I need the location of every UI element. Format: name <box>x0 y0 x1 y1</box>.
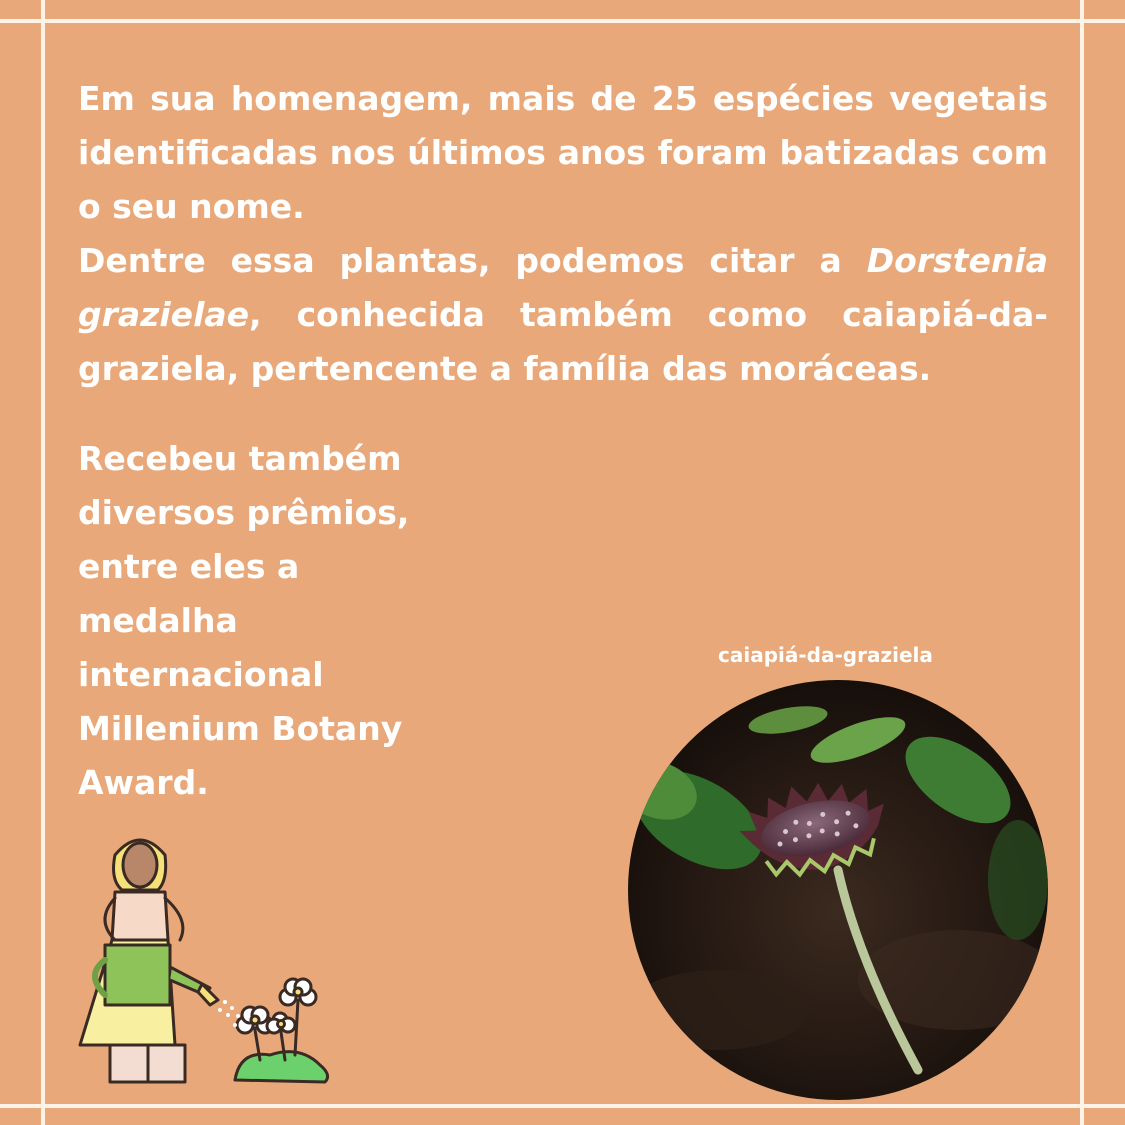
species-paragraph <box>78 234 1048 396</box>
species-intro: Dentre essa plantas, podemos citar a <box>78 241 867 280</box>
plant-photo-illustration <box>628 680 1048 1100</box>
frame-line-right <box>1080 0 1084 1125</box>
frame-line-bottom <box>0 1104 1125 1108</box>
frame-line-left <box>41 0 45 1125</box>
honor-paragraph: Em sua homenagem, mais de 25 espécies vegetais identificadas nos últimos anos foram batizadas com o seu nome. <box>78 79 1048 226</box>
gardener-illustration <box>70 820 350 1100</box>
frame-line-top <box>0 19 1125 23</box>
species-name: Dorstenia grazielae <box>78 241 1048 334</box>
plant-photo <box>628 680 1048 1100</box>
photo-caption: caiapiá-da-graziela <box>718 643 933 667</box>
award-paragraph: Recebeu também diversos prêmios, entre eles a medalha internacional Millenium Botany Award. <box>78 439 410 802</box>
species-description: , conhecida também como caiapiá-da-graziela, pertencente a família das moráceas. <box>78 295 1048 388</box>
